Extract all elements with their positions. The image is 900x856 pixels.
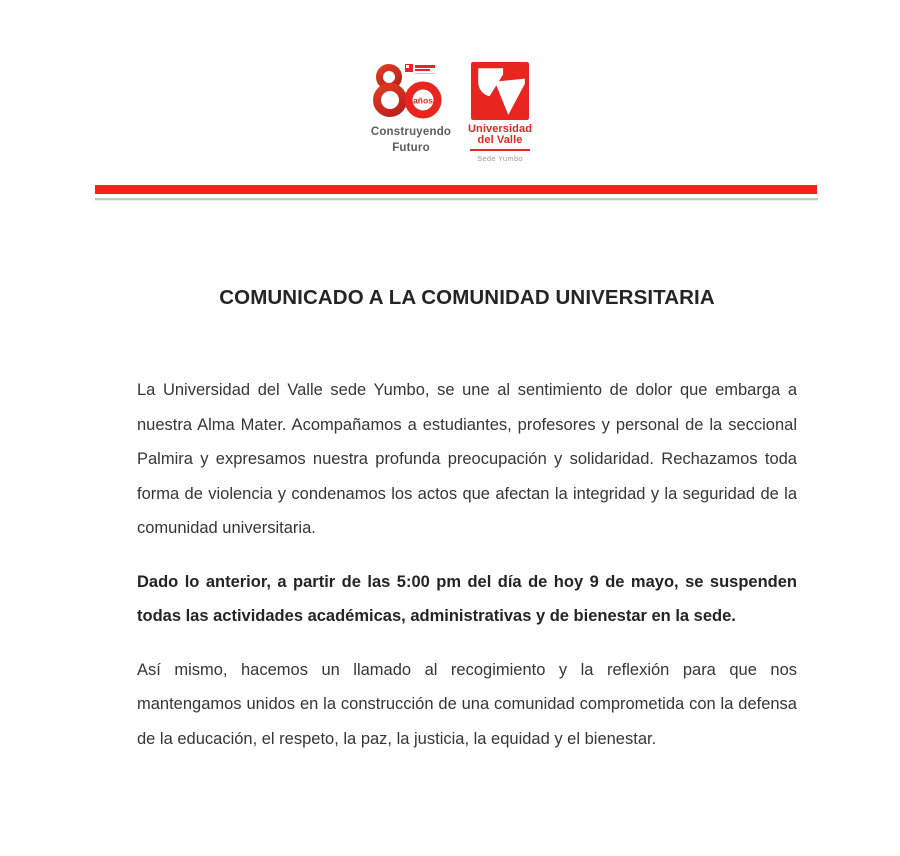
anios-label: años [413, 95, 433, 106]
paragraph-3: Así mismo, hacemos un llamado al recogimiento y la reflexión para que nos mantengamos unidos en la construcción de una comunidad comprometida con la defensa de la educación, el respeto, la paz, la justicia, la equidad y el bienestar. [137, 660, 797, 748]
tagline-construyendo: Construyendo [370, 126, 452, 138]
univalle-emblem-icon [471, 62, 529, 120]
univalle-name-line1: Universidad [467, 123, 533, 135]
header-logos [0, 0, 900, 163]
univalle-mini-logo-icon [405, 64, 435, 74]
paragraph-2-suspension-notice: Dado lo anterior, a partir de las 5:00 pm del día de hoy 9 de mayo, se suspenden todas las actividades académicas, administrativas y de bienestar en la sede. [137, 572, 797, 625]
univalle-name-line2: del Valle [477, 134, 523, 146]
univalle-rule [470, 149, 530, 151]
anniversary-80-logo [367, 62, 455, 155]
univalle-logo [467, 62, 533, 163]
univalle-campus-label: Sede Yumbo [477, 154, 523, 163]
communique-body [137, 286, 797, 756]
tagline-futuro: Futuro [392, 141, 430, 154]
gray-shadow-line [95, 198, 818, 201]
paragraph-1: La Universidad del Valle sede Yumbo, se une al sentimiento de dolor que embarga a nuestra Alma Mater. Acompañamos a estudiantes, profesores y personal de la seccional Palmira y expresamos nuestra profunda preocupación y solidaridad. Rechazamos toda forma de violencia y condenamos los actos que afectan la integridad y la seguridad de la comunidad universitaria. [137, 381, 797, 537]
page-title: COMUNICADO A LA COMUNIDAD UNIVERSITARIA [219, 286, 715, 309]
red-divider-bar [95, 185, 817, 194]
